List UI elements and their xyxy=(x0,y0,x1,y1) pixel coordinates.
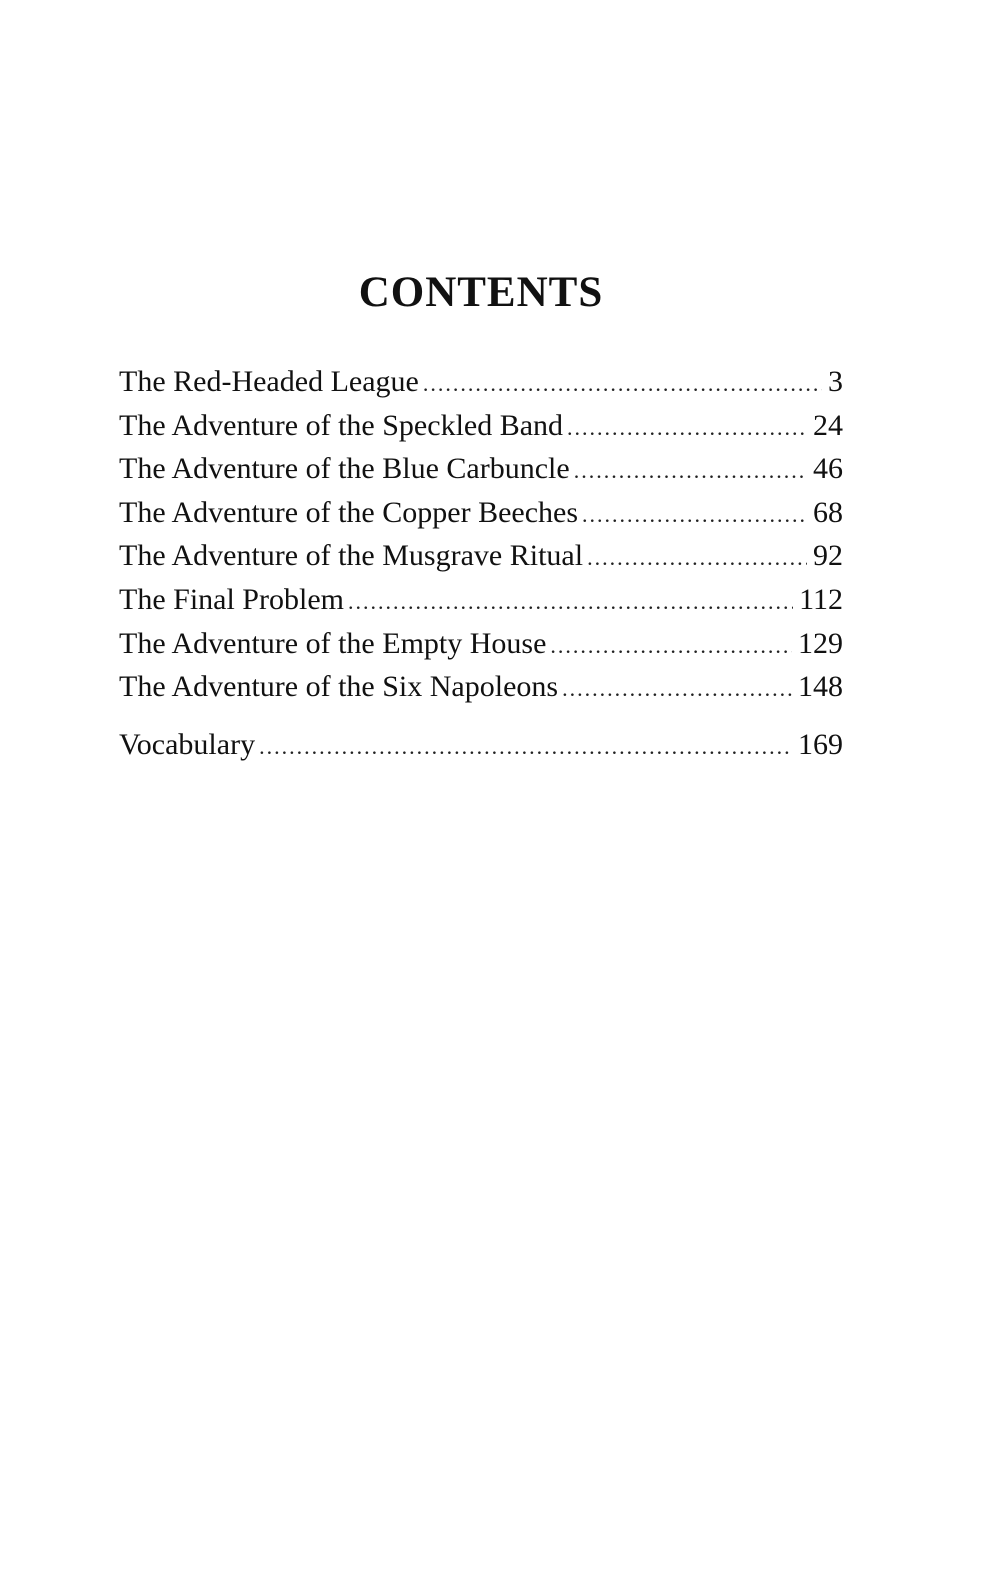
toc-entry-page: 68 xyxy=(813,495,843,529)
toc-entry-title: The Adventure of the Copper Beeches xyxy=(119,495,579,529)
dot-leader xyxy=(582,493,807,535)
toc-entry-title: Vocabulary xyxy=(119,727,256,761)
dot-leader xyxy=(562,667,792,709)
toc-entry-copper-beeches xyxy=(119,491,843,535)
toc-entry-title: The Adventure of the Speckled Band xyxy=(119,408,564,442)
toc-entry-musgrave-ritual xyxy=(119,534,843,578)
toc-entry-speckled-band xyxy=(119,404,843,448)
page-title: CONTENTS xyxy=(358,269,604,316)
dot-leader xyxy=(567,406,807,448)
toc-entry-page: 112 xyxy=(799,582,843,616)
toc-entry-title: The Adventure of the Musgrave Ritual xyxy=(119,539,584,573)
toc-entry-page: 24 xyxy=(813,408,843,442)
toc-entry-page: 148 xyxy=(798,670,843,704)
toc-entry-blue-carbuncle xyxy=(119,447,843,491)
toc-entry-empty-house xyxy=(119,622,843,666)
toc-entry-page: 92 xyxy=(813,539,843,573)
toc-entry-title: The Adventure of the Empty House xyxy=(119,626,547,660)
toc-entry-red-headed-league xyxy=(119,360,843,404)
table-of-contents xyxy=(119,360,843,766)
toc-entry-title: The Red-Headed League xyxy=(119,365,419,398)
toc-entry-page: 3 xyxy=(828,365,843,398)
dot-leader xyxy=(550,624,792,666)
dot-leader xyxy=(348,580,793,622)
dot-leader xyxy=(587,536,807,578)
toc-entry-title: The Final Problem xyxy=(119,582,344,616)
toc-entry-page: 46 xyxy=(813,452,843,486)
toc-entry-vocabulary xyxy=(119,723,843,767)
toc-entry-six-napoleons xyxy=(119,665,843,709)
dot-leader xyxy=(574,449,807,491)
toc-entry-page: 129 xyxy=(798,626,843,660)
dot-leader xyxy=(423,362,822,404)
dot-leader xyxy=(259,725,792,767)
toc-entry-title: The Adventure of the Blue Carbuncle xyxy=(119,452,570,486)
toc-entry-title: The Adventure of the Six Napoleons xyxy=(119,670,559,704)
toc-entry-final-problem xyxy=(119,578,843,622)
toc-entry-page: 169 xyxy=(798,727,843,761)
